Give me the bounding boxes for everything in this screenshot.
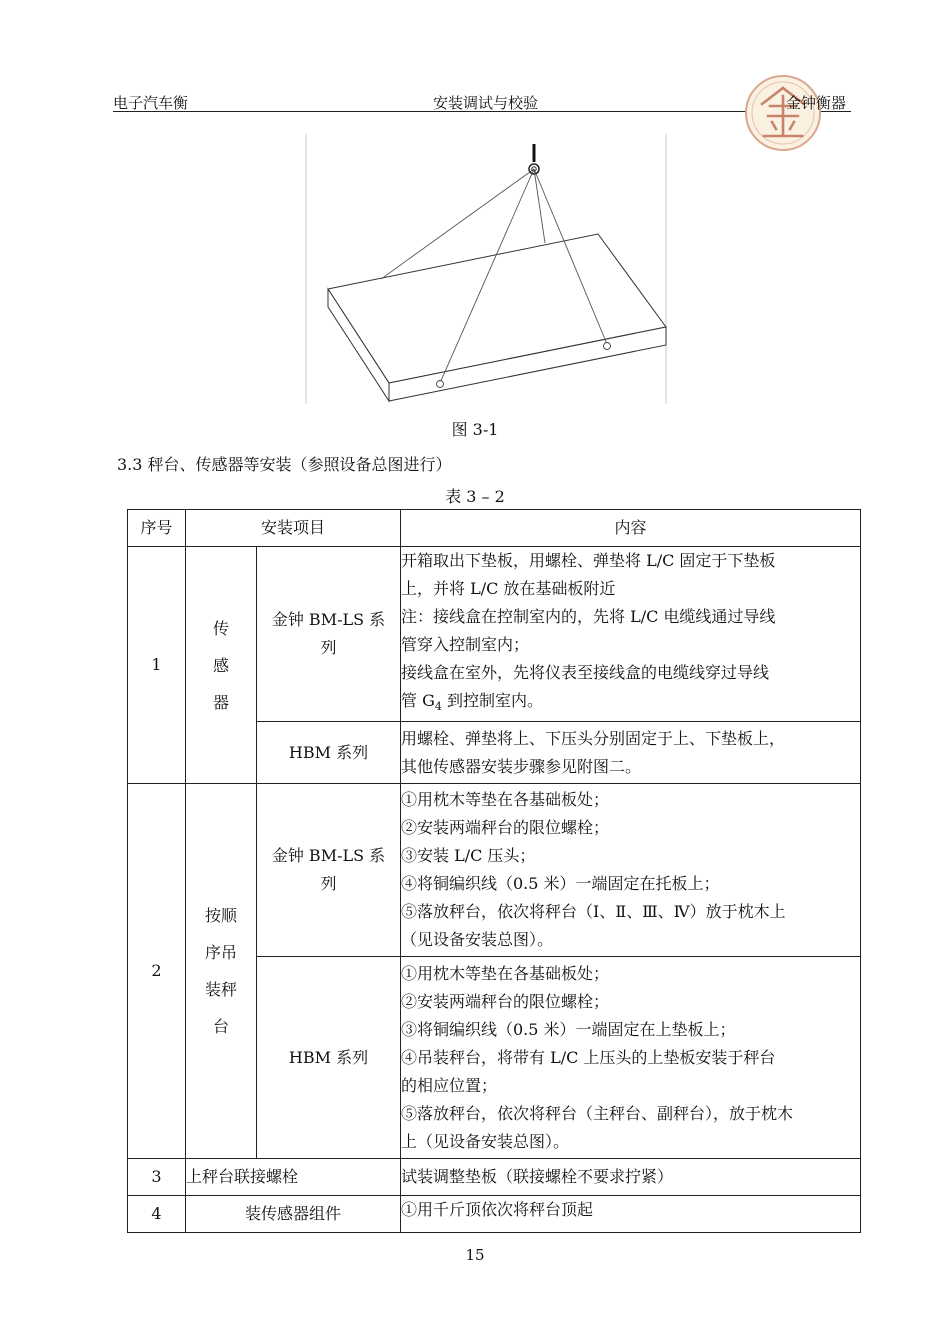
category-cell: [186, 547, 257, 784]
company-logo: [744, 74, 822, 152]
category-char: 感: [212, 655, 229, 675]
content-text: 到控制室内。: [441, 691, 543, 710]
brand-cell: [257, 547, 401, 722]
header-rule: [113, 111, 851, 112]
content-line: ④吊装秤台，将带有 L/C 上压头的上垫板安装于秤台: [401, 1047, 776, 1067]
item-cell: 上秤台联接螺栓: [186, 1159, 401, 1196]
content-line: ①用枕木等垫在各基础板处；: [401, 963, 610, 983]
brand-cell: HBM 系列: [257, 722, 401, 784]
content-cell: [401, 722, 861, 784]
content-cell: 试装调整垫板（联接螺栓不要求拧紧）: [401, 1159, 861, 1196]
figure-caption: 图 3-1: [451, 420, 499, 439]
header-right: 金钟衡器: [786, 94, 847, 112]
content-line: ⑤落放秤台，依次将秤台（Ⅰ、Ⅱ、Ⅲ、Ⅳ）放于枕木上: [401, 902, 786, 921]
content-line: 的相应位置；: [401, 1075, 498, 1095]
header-item: 安装项目: [186, 510, 401, 547]
category-cell: [186, 784, 257, 1159]
item-cell: 装传感器组件: [186, 1196, 401, 1233]
brand-line: 金钟 BM-LS 系: [271, 610, 386, 629]
header-left: 电子汽车衡: [113, 94, 189, 112]
content-line: [401, 687, 860, 721]
table-caption: 表 3 – 2: [445, 487, 505, 506]
brand-cell: [257, 784, 401, 957]
category-char: 传: [212, 618, 229, 638]
category-char: 装秤: [204, 980, 237, 999]
content-line: 上，并将 L/C 放在基础板附近: [401, 579, 616, 598]
content-cell: ①用千斤顶依次将秤台顶起: [401, 1196, 861, 1233]
header-content: 内容: [401, 510, 861, 547]
table-row: [128, 784, 861, 957]
content-cell: [401, 547, 861, 722]
brand-cell: HBM 系列: [257, 957, 401, 1159]
content-line: ②安装两端秤台的限位螺栓；: [401, 991, 610, 1011]
brand-line: 金钟 BM-LS 系: [271, 846, 386, 865]
content-line: 用螺栓、弹垫将上、下压头分别固定于上、下垫板上，: [401, 728, 786, 748]
row-number: 4: [128, 1196, 186, 1233]
content-line: （见设备安装总图）。: [401, 930, 554, 949]
content-cell: [401, 784, 861, 957]
category-char: 台: [212, 1017, 229, 1036]
category-char: 器: [212, 692, 229, 712]
content-line: 管穿入控制室内；: [401, 635, 530, 654]
content-text: 管 G: [401, 691, 435, 710]
row-number: 1: [128, 547, 186, 784]
content-cell: [401, 957, 861, 1159]
content-line: 开箱取出下垫板，用螺栓、弹垫将 L/C 固定于下垫板: [401, 551, 776, 570]
content-line: ⑤落放秤台，依次将秤台（主秤台、副秤台），放于枕木: [401, 1103, 794, 1123]
figure-lifting-platform: [305, 134, 670, 404]
content-line: ③将铜编织线（0.5 米）一端固定在上垫板上；: [401, 1019, 736, 1039]
content-subscript: 4: [434, 700, 442, 713]
content-line: ④将铜编织线（0.5 米）一端固定在托板上；: [401, 874, 720, 893]
header-no: 序号: [128, 510, 186, 547]
brand-line: 列: [320, 874, 337, 893]
header-center: 安装调试与校验: [433, 94, 539, 112]
category-char: 按顺: [204, 906, 237, 925]
page-number: 15: [465, 1246, 485, 1264]
installation-table: [127, 509, 861, 1233]
content-line: 注：接线盒在控制室内的，先将 L/C 电缆线通过导线: [401, 607, 776, 626]
content-line: ①用枕木等垫在各基础板处；: [401, 790, 610, 809]
brand-line: 列: [320, 638, 337, 657]
content-line: 上（见设备安装总图）。: [401, 1131, 570, 1151]
table-row: [128, 1159, 861, 1196]
category-char: 序吊: [204, 943, 237, 962]
content-line: ③安装 L/C 压头；: [401, 846, 536, 865]
row-number: 2: [128, 784, 186, 1159]
table-row: [128, 1196, 861, 1233]
table-header-row: [128, 510, 861, 547]
row-number: 3: [128, 1159, 186, 1196]
content-line: 其他传感器安装步骤参见附图二。: [401, 756, 642, 776]
content-line: 接线盒在室外，先将仪表至接线盒的电缆线穿过导线: [401, 663, 770, 682]
table-row: [128, 547, 861, 722]
section-heading: 3.3 秤台、传感器等安装（参照设备总图进行）: [117, 455, 452, 474]
content-line: ②安装两端秤台的限位螺栓；: [401, 818, 610, 837]
